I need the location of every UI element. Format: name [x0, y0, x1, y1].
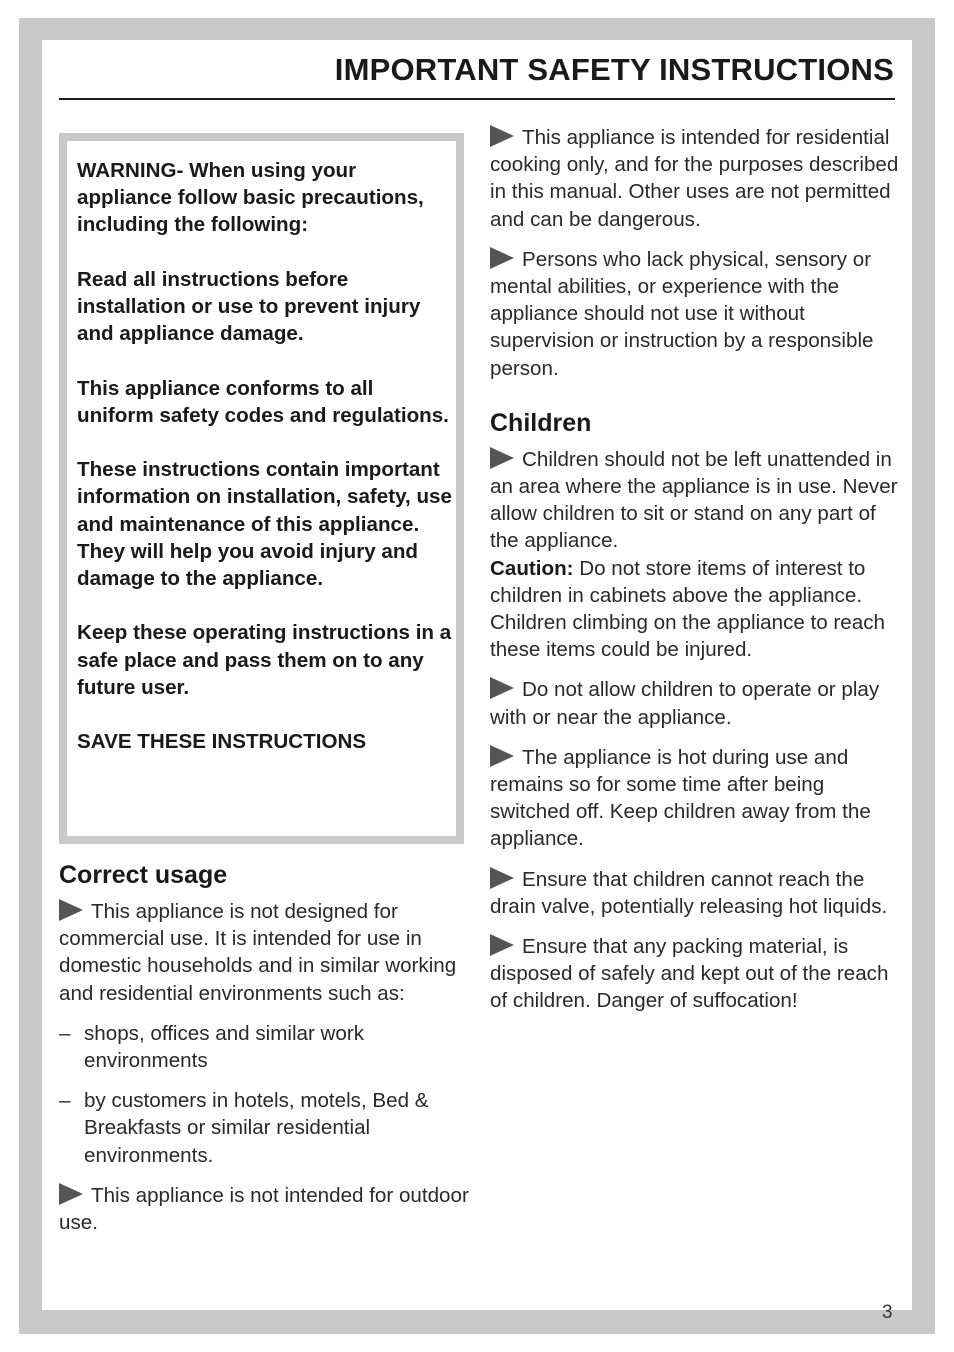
warning-paragraph: Keep these operating instructions in a safe place and pass them on to any future user. [77, 621, 452, 699]
triangle-right-icon [59, 1183, 83, 1205]
triangle-right-icon [59, 899, 83, 921]
bullet-paragraph [490, 124, 900, 233]
triangle-right-icon [490, 247, 514, 269]
correct-usage-section [59, 856, 471, 1249]
header-divider [59, 98, 895, 100]
triangle-right-icon [490, 125, 514, 147]
warning-text [77, 157, 452, 783]
bullet-paragraph [490, 866, 900, 920]
triangle-right-icon [490, 677, 514, 699]
triangle-right-icon [490, 934, 514, 956]
warning-box [59, 133, 464, 844]
caution-paragraph [490, 555, 900, 664]
bullet-text: Children should not be left unattended in an area where the appliance is in use. Never allow children to sit or stand on any part of the appliance. [490, 447, 898, 553]
bullet-paragraph [59, 1182, 471, 1236]
warning-paragraph: WARNING- When using your appliance follow basic precautions, including the following: [77, 159, 424, 237]
triangle-right-icon [490, 447, 514, 469]
list-item [59, 1087, 471, 1169]
bullet-text: Ensure that children cannot reach the drain valve, potentially releasing hot liquids. [490, 867, 888, 918]
bullet-paragraph [59, 898, 471, 1007]
right-column [490, 124, 900, 1028]
warning-paragraph: These instructions contain important information on installation, safety, use and maintenance of this appliance. They will help you avoid injury and damage to the appliance. [77, 458, 452, 590]
bullet-text: This appliance is not intended for outdoor use. [59, 1183, 469, 1235]
page-number: 3 [882, 1302, 893, 1323]
section-heading-children: Children [490, 408, 592, 437]
dash-marker: – [59, 1021, 71, 1045]
bullet-paragraph [490, 676, 900, 730]
page-title: IMPORTANT SAFETY INSTRUCTIONS [334, 52, 894, 87]
dash-marker: – [59, 1089, 71, 1113]
triangle-right-icon [490, 745, 514, 767]
caution-label: Caution: [490, 556, 574, 580]
bullet-text: Persons who lack physical, sensory or mental abilities, or experience with the appliance should not use it without supervision or instruction by a responsible person. [490, 247, 874, 380]
warning-paragraph: This appliance conforms to all uniform safety codes and regulations. [77, 376, 449, 427]
section-heading-correct-usage: Correct usage [59, 861, 228, 889]
triangle-right-icon [490, 867, 514, 889]
bullet-paragraph [490, 246, 900, 382]
warning-paragraph: Read all instructions before installation or use to prevent injury and appliance damage. [77, 267, 421, 346]
caution-text: Do not store items of interest to children in cabinets above the appliance. Children climbing on the appliance to reach these items could be injured. [490, 556, 885, 662]
list-item-text: shops, offices and similar work environments [84, 1021, 365, 1073]
bullet-text: Ensure that any packing material, is disposed of safely and kept out of the reach of children. Danger of suffocation! [490, 935, 889, 1013]
bullet-text: This appliance is intended for residential cooking only, and for the purposes described in this manual. Other uses are not permitted and can be dangerous. [490, 126, 899, 231]
bullet-paragraph [490, 744, 900, 853]
save-instructions-label: SAVE THESE INSTRUCTIONS [77, 730, 367, 754]
bullet-paragraph [490, 933, 900, 1015]
warning-box-inner [67, 141, 456, 836]
bullet-text: This appliance is not designed for commercial use. It is intended for use in domestic households and in similar working and residential environments such as: [59, 900, 457, 1005]
list-item [59, 1020, 471, 1074]
list-item-text: by customers in hotels, motels, Bed & Breakfasts or similar residential environments. [84, 1089, 429, 1167]
bullet-text: Do not allow children to operate or play with or near the appliance. [490, 678, 880, 729]
bullet-text: The appliance is hot during use and remains so for some time after being switched off. Keep children away from the appliance. [490, 745, 871, 851]
bullet-paragraph [490, 446, 900, 555]
